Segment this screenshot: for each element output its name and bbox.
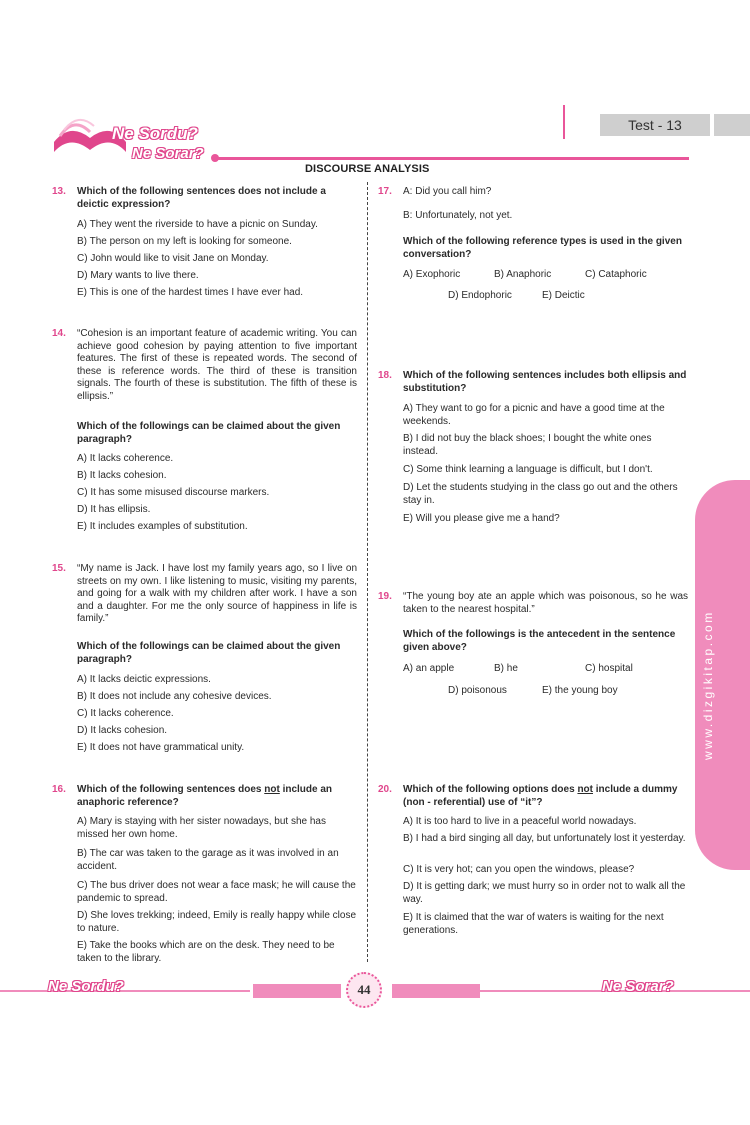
- option-e: E) This is one of the hardest times I have ever had.: [77, 287, 304, 298]
- section-title: DISCOURSE ANALYSIS: [305, 163, 430, 175]
- question-passage: “My name is Jack. I have lost my family years ago, so I live on streets on my own. I like listening to music, visiting my parents, and going for a walk with my children after work. I have a son and a daughter. For me the only source of happiness in life is family.”: [77, 563, 357, 624]
- question-stem: Which of the followings can be claimed about the given paragraph?: [77, 641, 341, 665]
- dialog-line-a: A: Did you call him?: [403, 186, 492, 197]
- website-label: www.dizgikitap.com: [701, 610, 715, 760]
- option-d: D) Let the students studying in the class go out and the others stay in.: [403, 482, 678, 506]
- option-a: A) It lacks coherence.: [77, 453, 174, 464]
- question-stem: Which of the following sentences does not include an anaphoric reference?: [77, 784, 333, 808]
- option-a: A) They went the riverside to have a picnic on Sunday.: [77, 219, 318, 230]
- option-c: C) John would like to visit Jane on Monday.: [77, 253, 269, 264]
- option-e: E) Deictic: [542, 290, 585, 301]
- question-number: 20.: [378, 784, 392, 795]
- question-18: [378, 370, 688, 530]
- option-c: C) It has some misused discourse markers.: [77, 487, 270, 498]
- question-stem: Which of the following reference types is used in the given conversation?: [403, 236, 682, 260]
- header-divider: [563, 105, 565, 139]
- question-passage: “Cohesion is an important feature of academic writing. You can achieve good cohesion by paying attention to five important features. The first of these is repeated words. The second of these is reference words. The third of these is transition signals. The fourth of these is substitution. The fifth of these is ellipsis.”: [77, 328, 357, 402]
- option-e: E) It includes examples of substitution.: [77, 521, 248, 532]
- question-13: [52, 186, 357, 306]
- option-b: B) The person on my left is looking for someone.: [77, 236, 292, 247]
- option-c: C) hospital: [585, 663, 633, 674]
- option-c: C) Cataphoric: [585, 269, 647, 280]
- question-number: 16.: [52, 784, 66, 795]
- header-rule: [215, 157, 689, 160]
- logo-ne-sorar: Ne Sorar?: [132, 145, 204, 162]
- option-c: C) It is very hot; can you open the windows, please?: [403, 864, 635, 875]
- question-passage: “The young boy ate an apple which was poisonous, so he was taken to the nearest hospital.”: [403, 591, 688, 615]
- option-e: E) It is claimed that the war of waters is waiting for the next generations.: [403, 912, 664, 936]
- option-d: D) It is getting dark; we must hurry so in order not to walk all the way.: [403, 881, 686, 905]
- question-19: [378, 591, 688, 701]
- question-stem: Which of the followings is the antecedent in the sentence given above?: [403, 629, 676, 653]
- option-b: B) I did not buy the black shoes; I bought the white ones instead.: [403, 433, 652, 457]
- question-stem: Which of the followings can be claimed about the given paragraph?: [77, 421, 341, 445]
- question-15: [52, 563, 357, 763]
- option-d: D) It lacks cohesion.: [77, 725, 168, 736]
- footer-bar-left: [253, 984, 341, 998]
- question-number: 15.: [52, 563, 66, 574]
- question-16: [52, 784, 357, 969]
- option-e: E) Will you please give me a hand?: [403, 513, 560, 524]
- question-number: 18.: [378, 370, 392, 381]
- option-d: D) Endophoric: [448, 290, 512, 301]
- footer-logo-right: Ne Sorar?: [602, 978, 674, 995]
- dialog-line-b: B: Unfortunately, not yet.: [403, 210, 513, 221]
- logo-ne-sordu: Ne Sordu?: [112, 124, 198, 143]
- option-b: B) It lacks cohesion.: [77, 470, 167, 481]
- option-a: A) They want to go for a picnic and have a good time at the weekends.: [403, 403, 665, 427]
- question-stem: Which of the following sentences does not include a deictic expression?: [77, 186, 326, 210]
- option-e: E) Take the books which are on the desk. They need to be taken to the library.: [77, 940, 335, 964]
- question-17: [378, 186, 688, 306]
- question-number: 19.: [378, 591, 392, 602]
- option-a: A) Mary is staying with her sister nowadays, but she has missed her own home.: [77, 816, 326, 840]
- option-b: B) It does not include any cohesive devices.: [77, 691, 272, 702]
- page-number: 44: [346, 972, 382, 1008]
- option-a: A) It is too hard to live in a peaceful world nowadays.: [403, 816, 637, 827]
- question-number: 14.: [52, 328, 66, 339]
- option-e: E) It does not have grammatical unity.: [77, 742, 245, 753]
- option-c: C) It lacks coherence.: [77, 708, 174, 719]
- question-20: [378, 784, 688, 944]
- option-b: B) Anaphoric: [494, 269, 552, 280]
- test-label-tab: [714, 114, 750, 136]
- question-14: [52, 328, 357, 538]
- option-c: C) The bus driver does not wear a face mask; he will cause the pandemic to spread.: [77, 880, 356, 904]
- option-d: D) poisonous: [448, 685, 507, 696]
- option-d: D) She loves trekking; indeed, Emily is really happy while close to nature.: [77, 910, 357, 934]
- column-divider: [367, 182, 368, 962]
- option-e: E) the young boy: [542, 685, 618, 696]
- option-a: A) Exophoric: [403, 269, 461, 280]
- option-b: B) The car was taken to the garage as it was involved in an accident.: [77, 848, 339, 872]
- footer-logo-left: Ne Sordu?: [48, 978, 124, 995]
- test-label: Test - 13: [600, 114, 710, 136]
- option-d: D) It has ellipsis.: [77, 504, 151, 515]
- option-b: B) he: [494, 663, 518, 674]
- question-stem: Which of the following sentences includes both ellipsis and substitution?: [403, 370, 687, 394]
- option-c: C) Some think learning a language is difficult, but I don't.: [403, 464, 653, 475]
- option-a: A) It lacks deictic expressions.: [77, 674, 211, 685]
- footer-line-left: [0, 990, 250, 992]
- question-number: 17.: [378, 186, 392, 197]
- question-stem: Which of the following options does not include a dummy (non - referential) use of “it”?: [403, 784, 678, 808]
- footer-bar-right: [392, 984, 480, 998]
- option-a: A) an apple: [403, 663, 455, 674]
- question-number: 13.: [52, 186, 66, 197]
- option-d: D) Mary wants to live there.: [77, 270, 199, 281]
- option-b: B) I had a bird singing all day, but unfortunately lost it yesterday.: [403, 833, 686, 844]
